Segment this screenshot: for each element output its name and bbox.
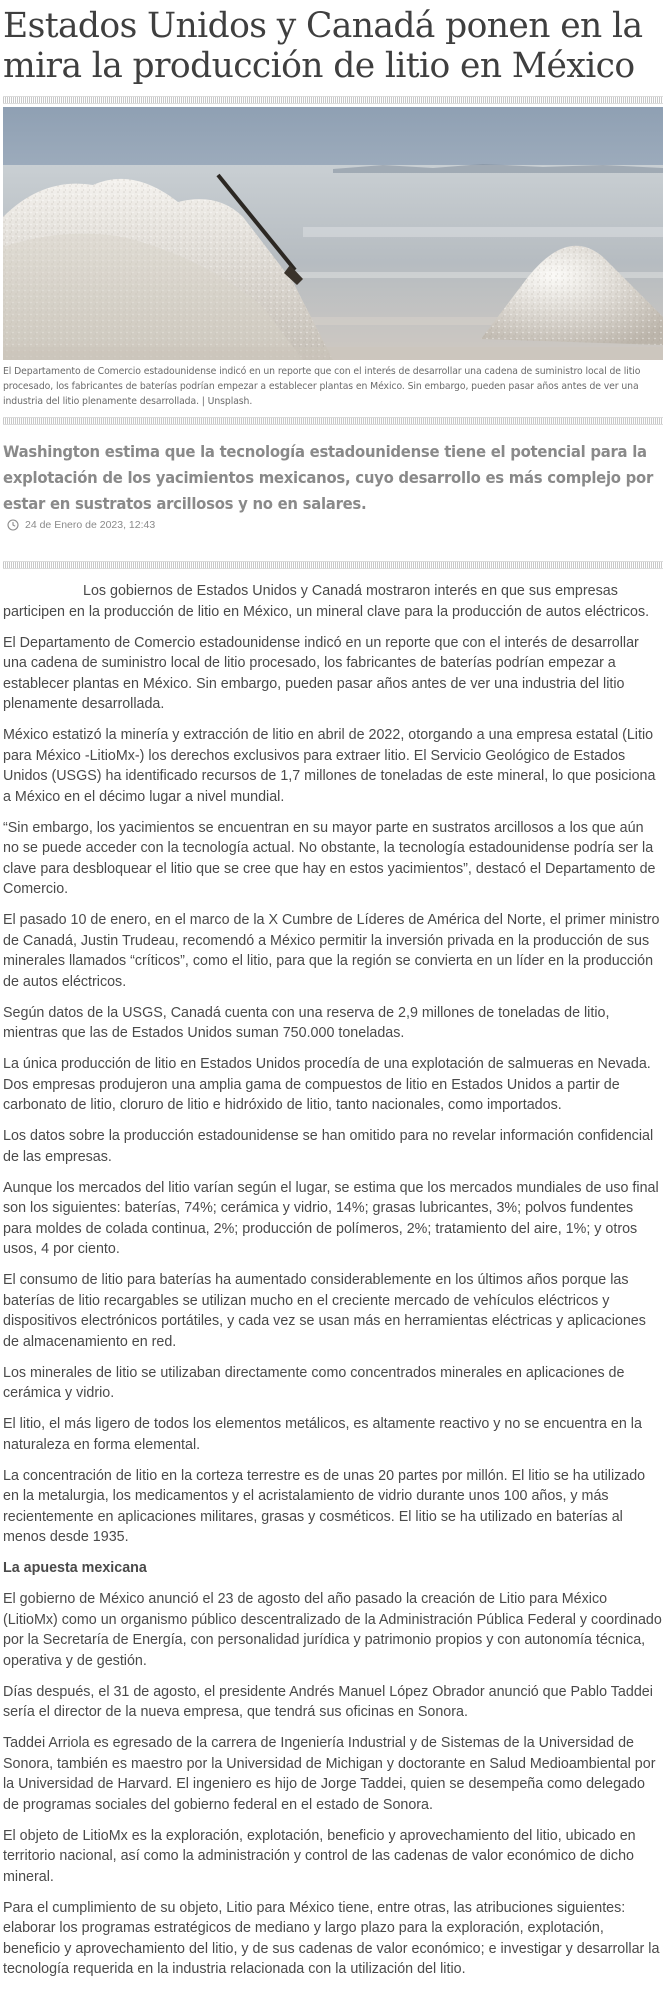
paragraph: El Departamento de Comercio estadounidense indicó en un reporte que con el interés de desarrollar una cadena de suministro local de litio procesado, los fabricantes de baterías podrían empezar a establecer plantas en México. Sin embargo, pueden pasar años antes de ver una industria del litio plenamente desarrollada. [3, 634, 639, 712]
headline: Estados Unidos y Canadá ponen en la mira la producción de litio en México [3, 6, 643, 86]
paragraph: La concentración de litio en la corteza terrestre es de unas 20 partes por millón. El litio se ha utilizado en la metalurgia, los medicamentos y el acristalamiento de vidrio durante unos 100 años, y más recientemente en aplicaciones militares, grasas y cosméticos. El litio se ha utilizado en baterías al menos desde 1935. [3, 1467, 646, 1545]
paragraph: Los gobiernos de Estados Unidos y Canadá mostraron interés en que sus empresas participen en la producción de litio en México, un mineral clave para la producción de autos eléctricos. [3, 583, 650, 620]
photo-caption: El Departamento de Comercio estadounidense indicó en un reporte que con el interés de desarrollar una cadena de suministro local de litio procesado, los fabricantes de baterías podrían empezar a establecer plantas en México. Sin embargo, pueden pasar años antes de ver una industria del litio plenamente desarrollada. | Unsplash. [3, 366, 641, 407]
article-summary: Washington estima que la tecnología estadounidense tiene el potencial para la explotación de los yacimientos mexicanos, cuyo desarrollo es más complejo por estar en sustratos arcillosos y no en salares. [3, 442, 654, 513]
paragraph: Para el cumplimiento de su objeto, Litio para México tiene, entre otras, las atribuciones siguientes: elaborar los programas estratégicos de mediano y largo plazo para la exploración, explotación, beneficio y aprovechamiento del litio, y de sus cadenas de valor económico; e investigar y desarrollar la tecnología requerida en la industria relacionada con la utilización del litio. [3, 1899, 660, 1977]
paragraph: Según datos de la USGS, Canadá cuenta con una reserva de 2,9 millones de toneladas de litio, mientras que las de Estados Unidos suman 750.000 toneladas. [3, 1004, 610, 1041]
paragraph: Aunque los mercados del litio varían según el lugar, se estima que los mercados mundiales de uso final son los siguientes: baterías, 74%; cerámica y vidrio, 14%; grasas lubricantes, 3%; polvos fundentes para moldes de colada continua, 2%; producción de polímeros, 2%; tratamiento del aire, 1%; y otros usos, 4 por ciento. [3, 1179, 659, 1257]
publish-date [7, 519, 663, 531]
clock-icon [7, 519, 19, 531]
section-heading: La apuesta mexicana [3, 1560, 147, 1576]
paragraph: El objeto de LitioMx es la exploración, explotación, beneficio y aprovechamiento del litio, ubicado en territorio nacional, así como la administración y control de las cadenas de valor económico de dicho mineral. [3, 1827, 636, 1885]
paragraph: La única producción de litio en Estados Unidos procedía de una explotación de salmueras en Nevada. Dos empresas produjeron una amplia gama de compuestos de litio en Estados Unidos a partir de carbonato de litio, cloruro de litio e hidróxido de litio, tanto nacionales, como importados. [3, 1056, 651, 1113]
paragraph: El pasado 10 de enero, en el marco de la X Cumbre de Líderes de América del Norte, el primer ministro de Canadá, Justin Trudeau, recomendó a México permitir la inversión privada en la producción de sus minerales llamados “críticos”, como el litio, para que la región se convierta en un líder en la producción de autos eléctricos. [3, 912, 660, 990]
paragraph: Taddei Arriola es egresado de la carrera de Ingeniería Industrial y de Sistemas de la Universidad de Sonora, también es maestro por la Universidad de Michigan y doctorante en Salud Medioambiental por la Universidad de Harvard. El ingeniero es hijo de Jorge Taddei, quien se desempeña como delegado de programas sociales del gobierno federal en el estado de Sonora. [3, 1735, 656, 1813]
paragraph: Los datos sobre la producción estadounidense se han omitido para no revelar información confidencial de las empresas. [3, 1128, 654, 1165]
paragraph: El consumo de litio para baterías ha aumentado considerablemente en los últimos años porque las baterías de litio recargables se utilizan mucho en el creciente mercado de vehículos eléctricos y dispositivos electrónicos portátiles, y cada vez se usan más en herramientas eléctricas y aplicaciones de almacenamiento en red. [3, 1272, 646, 1350]
divider [3, 561, 663, 569]
paragraph: El litio, el más ligero de todos los elementos metálicos, es altamente reactivo y no se encuentra en la naturaleza en forma elemental. [3, 1416, 642, 1453]
date-text: 24 de Enero de 2023, 12:43 [25, 519, 156, 531]
paragraph: El gobierno de México anunció el 23 de agosto del año pasado la creación de Litio para México (LitioMx) como un organismo público descentralizado de la Administración Pública Federal y coordinado por la Secretaría de Energía, con personalidad jurídica y patrimonio propios y con autonomía técnica, operativa y de gestión. [3, 1591, 662, 1669]
article-body [3, 581, 663, 1980]
paragraph: “Sin embargo, los yacimientos se encuentran en su mayor parte en sustratos arcillosos a los que aún no se puede acceder con la tecnología actual. No obstante, la tecnología estadounidense podría ser la clave para desbloquear el litio que se cree que hay en estos yacimientos”, destacó el Departamento de Comercio. [3, 819, 656, 897]
divider [3, 417, 663, 425]
paragraph: Días después, el 31 de agosto, el presidente Andrés Manuel López Obrador anunció que Pablo Taddei sería el director de la nueva empresa, que tendrá sus oficinas en Sonora. [3, 1683, 653, 1720]
article-photo[interactable] [3, 107, 663, 360]
paragraph: Los minerales de litio se utilizaban directamente como concentrados minerales en aplicaciones de cerámica y vidrio. [3, 1364, 625, 1401]
article [3, 0, 663, 1990]
divider [3, 96, 663, 104]
paragraph: México estatizó la minería y extracción de litio en abril de 2022, otorgando a una empresa estatal (Litio para México -LitioMx-) los derechos exclusivos para extraer litio. El Servicio Geológico de Estados Unidos (USGS) ha identificado recursos de 1,7 millones de toneladas de este mineral, lo que posiciona a México en el décimo lugar a nivel mundial. [3, 727, 656, 805]
